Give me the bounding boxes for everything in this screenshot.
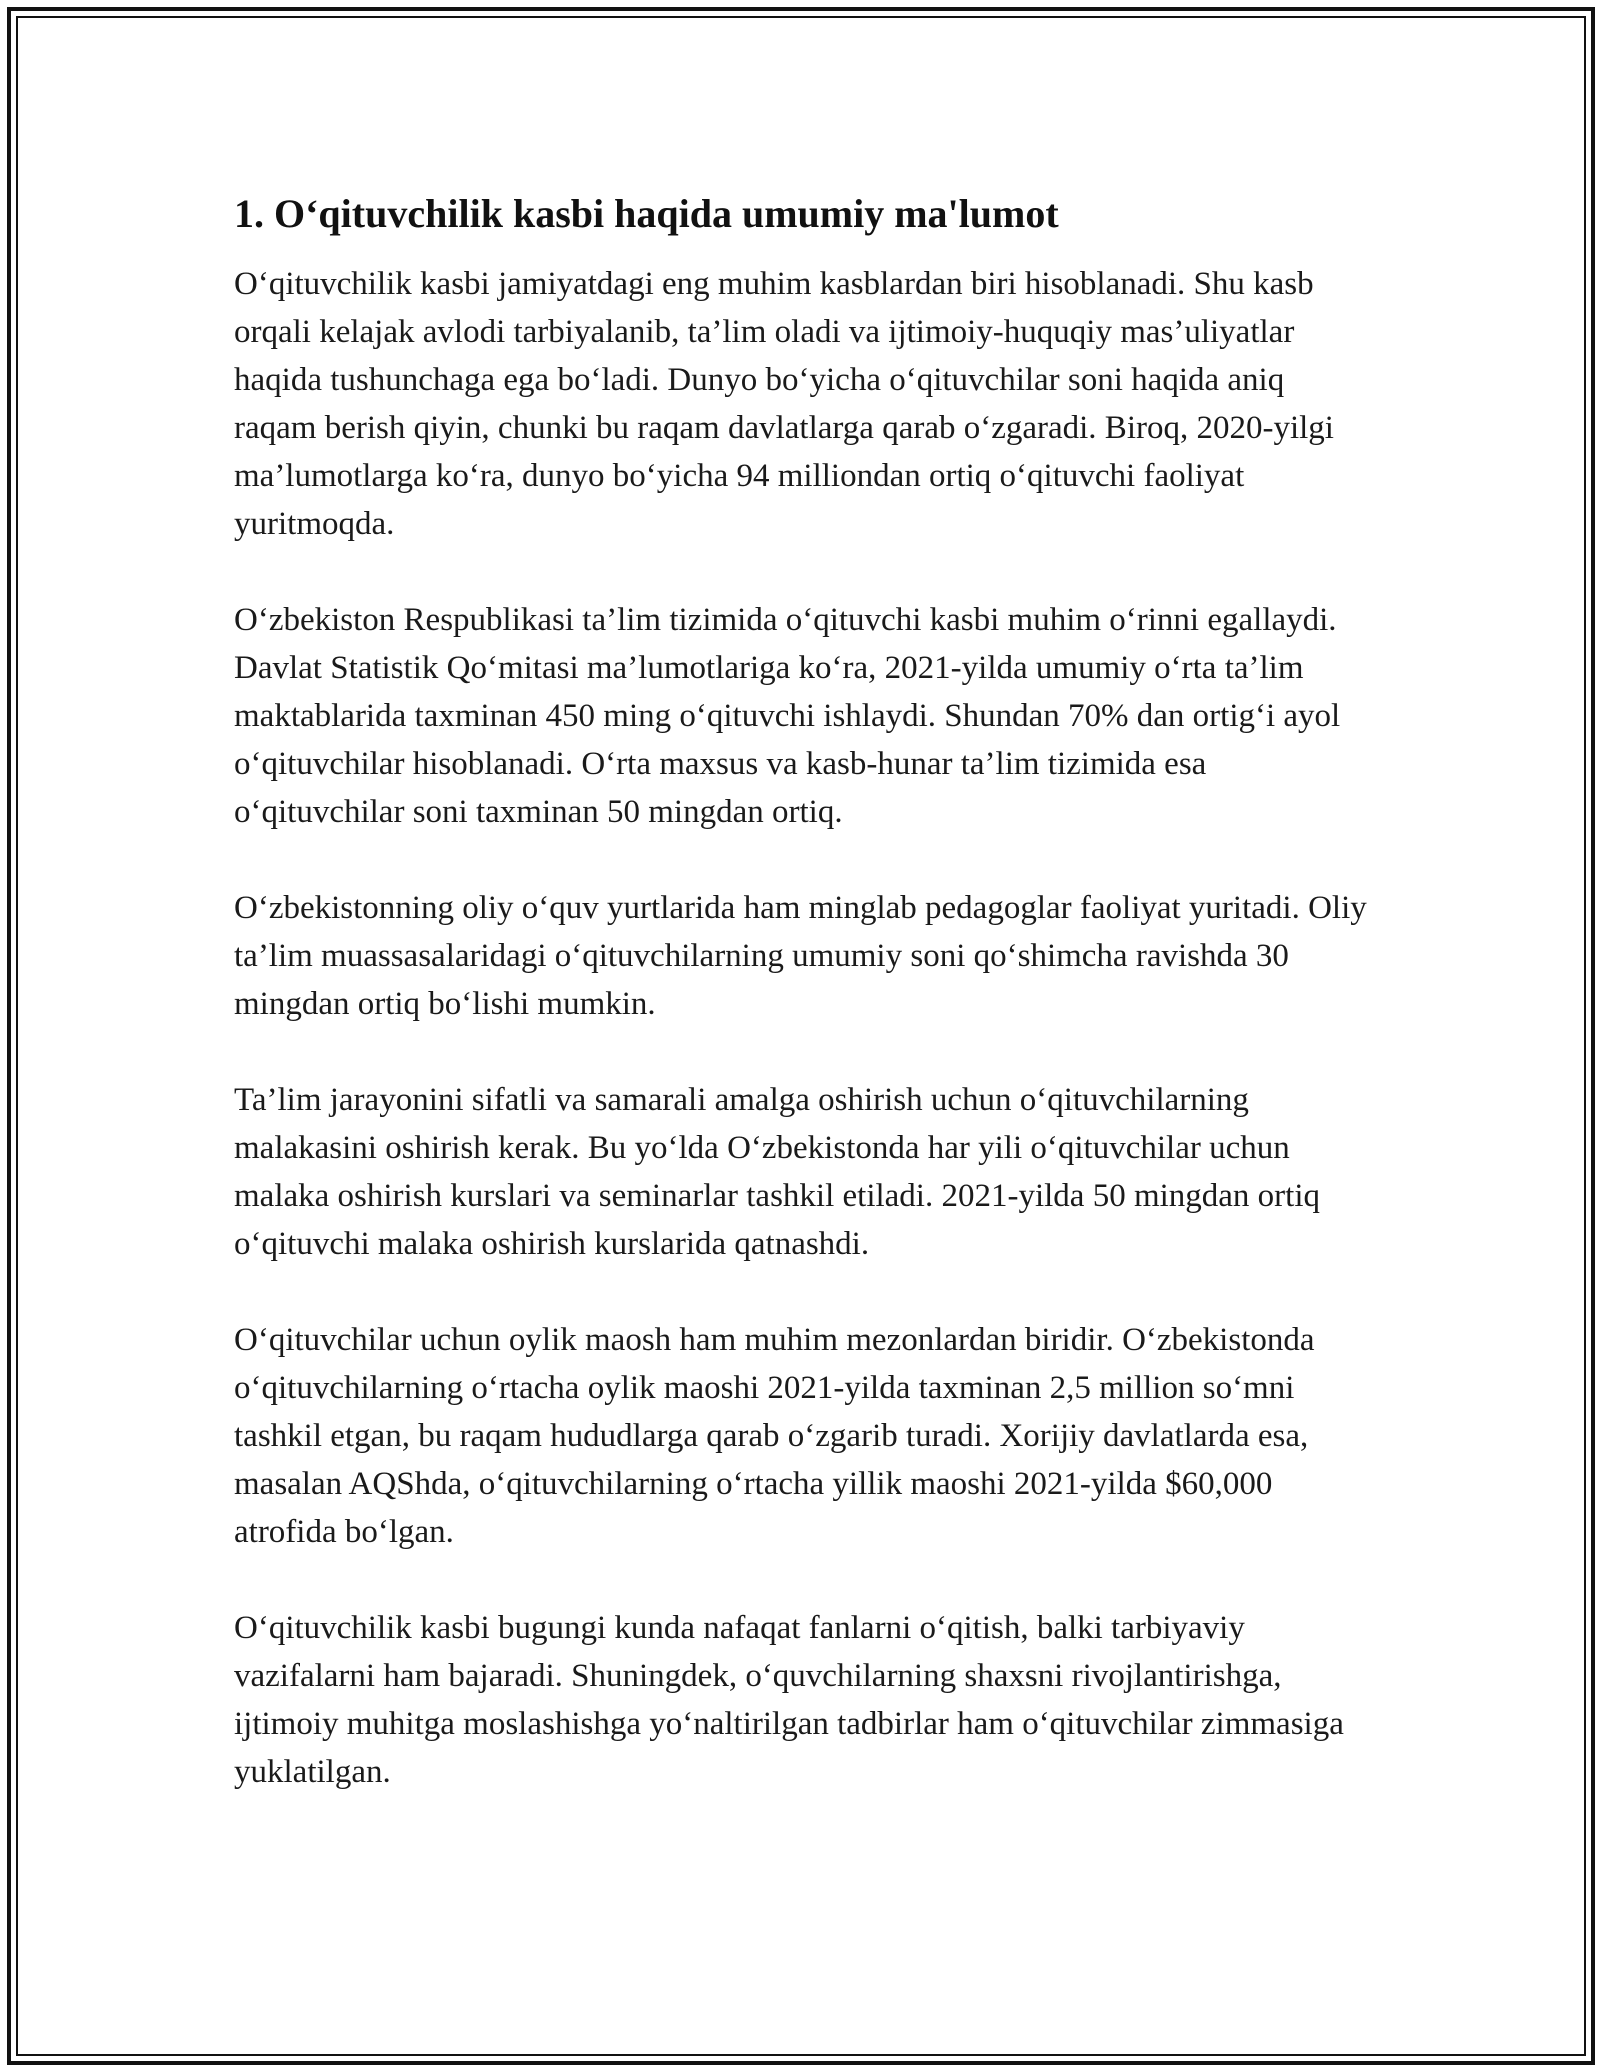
paragraph-uzbekistan-teachers: O‘zbekiston Respublikasi ta’lim tizimida o‘qituvchi kasbi muhim o‘rinni egallaydi. Davlat Statistik Qo‘mitasi ma’lumotlariga ko‘ra, 2021-yilda umumiy o‘rta ta’lim maktablarida taxminan 450 ming o‘qituvchi ishlaydi. Shundan 70% dan ortig‘i ayol o‘qituvchilar hisoblanadi. O‘rta maxsus va kasb-hunar ta’lim tizimida esa o‘qituvchilar soni taxminan 50 mingdan ortiq.: [234, 602, 1341, 830]
section-heading: 1. O‘qituvchilik kasbi haqida umumiy ma'lumot: [234, 191, 1059, 236]
paragraph-higher-education: O‘zbekistonning oliy o‘quv yurtlarida ham minglab pedagoglar faoliyat yuritadi. Oliy ta’lim muassasalaridagi o‘qituvchilarning umumiy soni qo‘shimcha ravishda 30 mingdan ortiq bo‘lishi mumkin.: [234, 890, 1367, 1022]
paragraph-salary: O‘qituvchilar uchun oylik maosh ham muhim mezonlardan biridir. O‘zbekistonda o‘qituvchilarning o‘rtacha oylik maoshi 2021-yilda taxminan 2,5 million so‘mni tashkil etgan, bu raqam hududlarga qarab o‘zgarib turadi. Xorijiy davlatlarda esa, masalan AQShda, o‘qituvchilarning o‘rtacha yillik maoshi 2021-yilda $60,000 atrofida bo‘lgan.: [234, 1322, 1315, 1550]
paragraph-educational-duties: O‘qituvchilik kasbi bugungi kunda nafaqat fanlarni o‘qitish, balki tarbiyaviy vazifalarni ham bajaradi. Shuningdek, o‘quvchilarning shaxsni rivojlantirishga, ijtimoiy muhitga moslashishga yo‘naltirilgan tadbirlar ham o‘qituvchilar zimmasiga yuklatilgan.: [234, 1610, 1344, 1790]
paragraph-teaching-profession-overview: O‘qituvchilik kasbi jamiyatdagi eng muhim kasblardan biri hisoblanadi. Shu kasb orqali kelajak avlodi tarbiyalanib, ta’lim oladi va ijtimoiy-huquqiy mas’uliyatlar haqida tushunchaga ega bo‘ladi. Dunyo bo‘yicha o‘qituvchilar soni haqida aniq raqam berish qiyin, chunki bu raqam davlatlarga qarab o‘zgaradi. Biroq, 2020-yilgi ma’lumotlarga ko‘ra, dunyo bo‘yicha 94 milliondan ortiq o‘qituvchi faoliyat yuritmoqda.: [234, 266, 1334, 542]
document-body: [234, 186, 1374, 1844]
paragraph-qualification-courses: Ta’lim jarayonini sifatli va samarali amalga oshirish uchun o‘qituvchilarning malakasini oshirish kerak. Bu yo‘lda O‘zbekistonda har yili o‘qituvchilar uchun malaka oshirish kurslari va seminarlar tashkil etiladi. 2021-yilda 50 mingdan ortiq o‘qituvchi malaka oshirish kurslarida qatnashdi.: [234, 1082, 1321, 1262]
